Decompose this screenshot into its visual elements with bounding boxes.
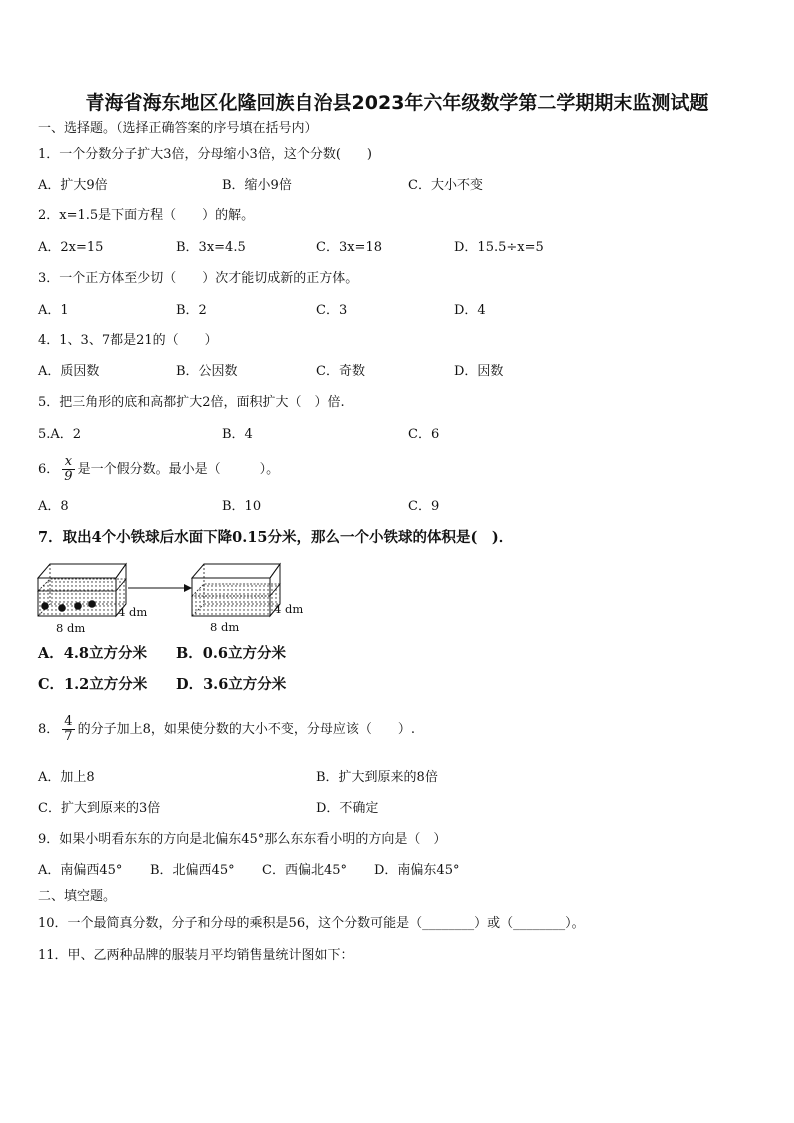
q8-fraction bbox=[62, 715, 74, 744]
q6-fraction-numerator: x bbox=[64, 454, 73, 469]
q1-option-c[interactable]: C．大小不变 bbox=[408, 178, 483, 193]
tank-before bbox=[38, 564, 126, 616]
question-8 bbox=[38, 713, 415, 747]
iron-ball bbox=[41, 602, 49, 610]
section-heading-choice: 一、选择题。（选择正确答案的序号填在括号内） bbox=[38, 121, 318, 136]
tank1-height-label: 4 dm bbox=[118, 605, 148, 619]
q6-option-c[interactable]: C．9 bbox=[408, 499, 440, 514]
question-4: 4．1、3、7都是21的（ ） bbox=[38, 333, 218, 348]
q5-option-a[interactable]: 5.A．2 bbox=[38, 427, 82, 442]
question-6-number: 6． bbox=[38, 462, 60, 477]
tank-after bbox=[192, 564, 280, 616]
q3-option-a[interactable]: A．1 bbox=[38, 303, 69, 318]
q7-option-c[interactable]: C．1.2立方分米 bbox=[38, 676, 148, 693]
q5-option-b[interactable]: B．4 bbox=[222, 427, 253, 442]
tank1-length-label: 8 dm bbox=[56, 621, 86, 635]
question-11: 11．甲、乙两种品牌的服装月平均销售量统计图如下： bbox=[38, 948, 354, 963]
q2-option-d[interactable]: D．15.5÷x=5 bbox=[454, 240, 544, 255]
iron-ball bbox=[58, 604, 66, 612]
q4-option-d[interactable]: D．因数 bbox=[454, 364, 504, 379]
q6-option-a[interactable]: A．8 bbox=[38, 499, 69, 514]
arrow-icon bbox=[128, 584, 192, 592]
page-title: 青海省海东地区化隆回族自治县2023年六年级数学第二学期期末监测试题 bbox=[85, 92, 709, 114]
question-8-number: 8． bbox=[38, 722, 60, 737]
q8-option-a[interactable]: A．加上8 bbox=[38, 770, 95, 785]
q9-option-d[interactable]: D．南偏东45° bbox=[374, 863, 460, 878]
q8-option-b[interactable]: B．扩大到原来的8倍 bbox=[316, 770, 438, 785]
q6-fraction-denominator: 9 bbox=[64, 469, 73, 484]
iron-ball bbox=[74, 602, 82, 610]
question-6 bbox=[38, 454, 279, 486]
q2-option-b[interactable]: B．3x=4.5 bbox=[176, 240, 246, 255]
q9-option-c[interactable]: C．西偏北45° bbox=[262, 863, 347, 878]
q6-fraction bbox=[62, 455, 74, 484]
q8-option-c[interactable]: C．扩大到原来的3倍 bbox=[38, 801, 161, 816]
question-7: 7．取出4个小铁球后水面下降0.15分米，那么一个小铁球的体积是( )． bbox=[38, 529, 514, 546]
q3-option-d[interactable]: D．4 bbox=[454, 303, 486, 318]
tank2-length-label: 8 dm bbox=[210, 620, 240, 634]
iron-ball bbox=[88, 600, 96, 608]
q2-option-c[interactable]: C．3x=18 bbox=[316, 240, 382, 255]
q1-option-a[interactable]: A．扩大9倍 bbox=[38, 178, 108, 193]
q5-option-c[interactable]: C．6 bbox=[408, 427, 440, 442]
q7-option-d[interactable]: D．3.6立方分米 bbox=[176, 676, 287, 693]
q8-option-d[interactable]: D．不确定 bbox=[316, 801, 379, 816]
section-heading-fill: 二、填空题。 bbox=[38, 889, 117, 904]
question-5: 5．把三角形的底和高都扩大2倍，面积扩大（ ）倍. bbox=[38, 395, 345, 410]
q4-option-b[interactable]: B．公因数 bbox=[176, 364, 238, 379]
tank2-height-label: 4 dm bbox=[274, 602, 304, 616]
q1-option-b[interactable]: B．缩小9倍 bbox=[222, 178, 292, 193]
q7-option-b[interactable]: B．0.6立方分米 bbox=[176, 645, 286, 662]
q4-option-a[interactable]: A．质因数 bbox=[38, 364, 100, 379]
question-3: 3．一个正方体至少切（ ）次才能切成新的正方体。 bbox=[38, 271, 359, 286]
q4-option-c[interactable]: C．奇数 bbox=[316, 364, 365, 379]
q3-option-c[interactable]: C．3 bbox=[316, 303, 348, 318]
question-2: 2．x=1.5是下面方程（ ）的解。 bbox=[38, 208, 255, 223]
question-8-text: 的分子加上8，如果使分数的大小不变，分母应该（ ）. bbox=[77, 722, 415, 737]
q9-option-b[interactable]: B．北偏西45° bbox=[150, 863, 235, 878]
question-9: 9．如果小明看东东的方向是北偏东45°那么东东看小明的方向是（ ） bbox=[38, 832, 447, 847]
q8-fraction-numerator: 4 bbox=[64, 714, 73, 729]
q9-option-a[interactable]: A．南偏西45° bbox=[38, 863, 123, 878]
q7-option-a[interactable]: A．4.8立方分米 bbox=[38, 645, 147, 662]
q3-option-b[interactable]: B．2 bbox=[176, 303, 207, 318]
question-1: 1．一个分数分子扩大3倍，分母缩小3倍，这个分数( ) bbox=[38, 147, 372, 162]
q2-option-a[interactable]: A．2x=15 bbox=[38, 240, 104, 255]
question-10: 10．一个最简真分数，分子和分母的乘积是56，这个分数可能是（________）或（________）。 bbox=[38, 916, 585, 931]
question-6-text: 是一个假分数。最小是（ ）。 bbox=[77, 462, 280, 477]
q6-option-b[interactable]: B．10 bbox=[222, 499, 262, 514]
q8-fraction-denominator: 7 bbox=[64, 729, 73, 744]
